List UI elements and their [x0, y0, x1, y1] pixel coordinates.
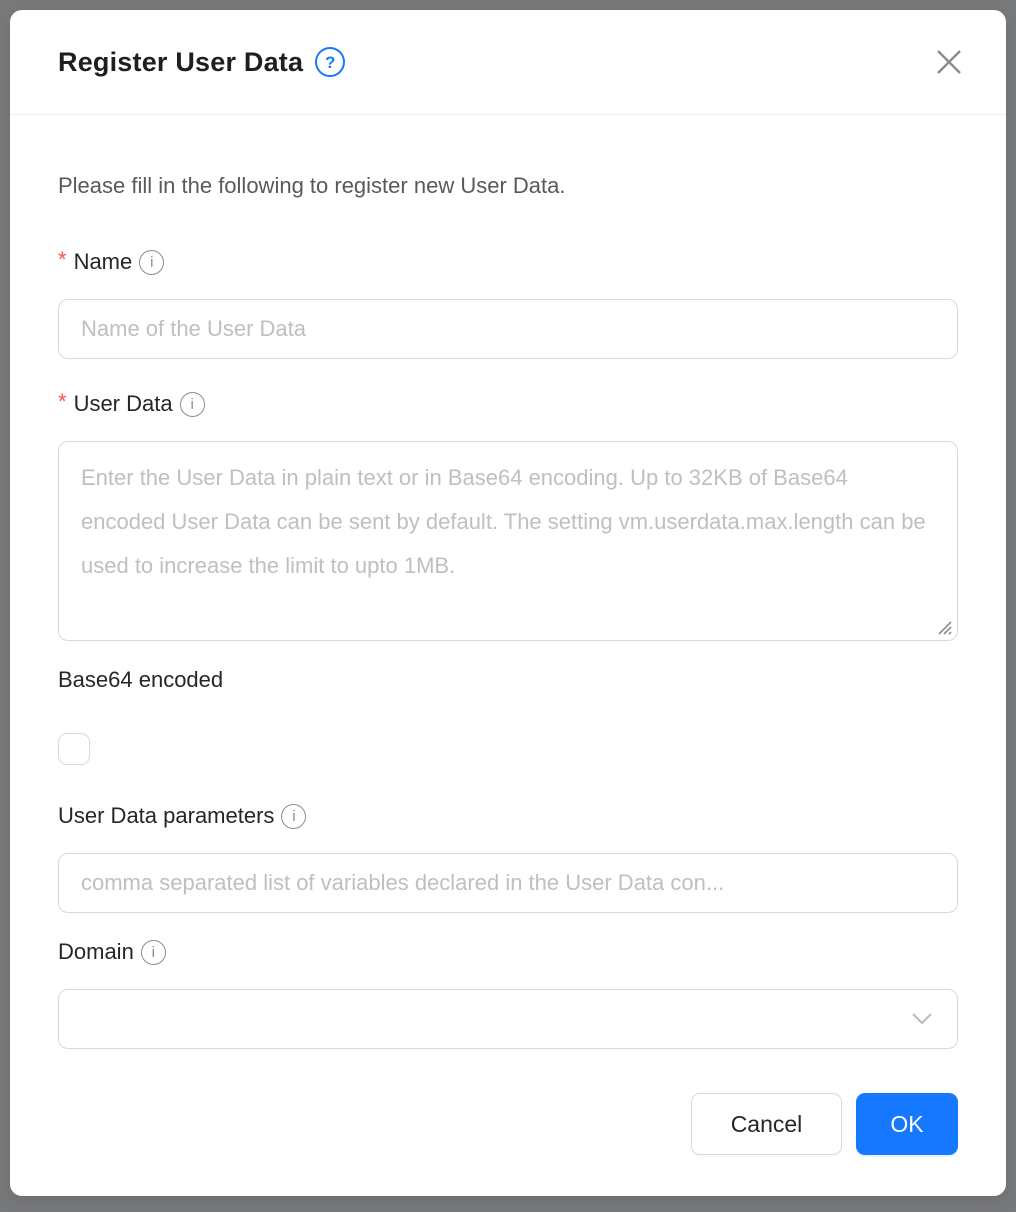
dialog-body [10, 115, 1006, 1049]
info-icon[interactable]: i [141, 940, 166, 965]
user-data-textarea[interactable] [58, 441, 958, 641]
params-label: User Data parameters [58, 803, 275, 828]
close-button[interactable] [932, 45, 966, 79]
info-icon[interactable]: i [180, 392, 205, 417]
base64-label-row [58, 665, 958, 695]
chevron-down-icon [911, 1012, 933, 1026]
info-icon[interactable]: i [281, 804, 306, 829]
resize-handle-icon[interactable] [931, 614, 953, 636]
user-data-label: User Data [73, 391, 173, 416]
help-icon[interactable]: ? [315, 47, 345, 77]
name-label-row [58, 247, 958, 277]
close-icon [934, 47, 964, 77]
required-mark: * [58, 389, 67, 414]
register-user-data-dialog [10, 10, 1006, 1196]
name-label: Name [73, 249, 133, 274]
dialog-header [10, 10, 1006, 115]
base64-label: Base64 encoded [58, 667, 224, 692]
dialog-footer [10, 1049, 1006, 1196]
intro-text: Please fill in the following to register new User Data. [58, 173, 566, 198]
domain-label-row [58, 937, 958, 967]
params-label-row [58, 801, 958, 831]
cancel-button[interactable]: Cancel [691, 1093, 842, 1155]
dialog-title: Register User Data [58, 46, 304, 77]
user-data-textarea-wrap [58, 441, 958, 641]
user-data-label-row [58, 389, 958, 419]
required-mark: * [58, 247, 67, 272]
domain-label: Domain [58, 939, 134, 964]
ok-button[interactable]: OK [856, 1093, 958, 1155]
domain-select[interactable] [58, 989, 958, 1049]
base64-checkbox[interactable] [58, 733, 90, 765]
info-icon[interactable]: i [139, 250, 164, 275]
name-input[interactable] [58, 299, 958, 359]
params-input[interactable] [58, 853, 958, 913]
